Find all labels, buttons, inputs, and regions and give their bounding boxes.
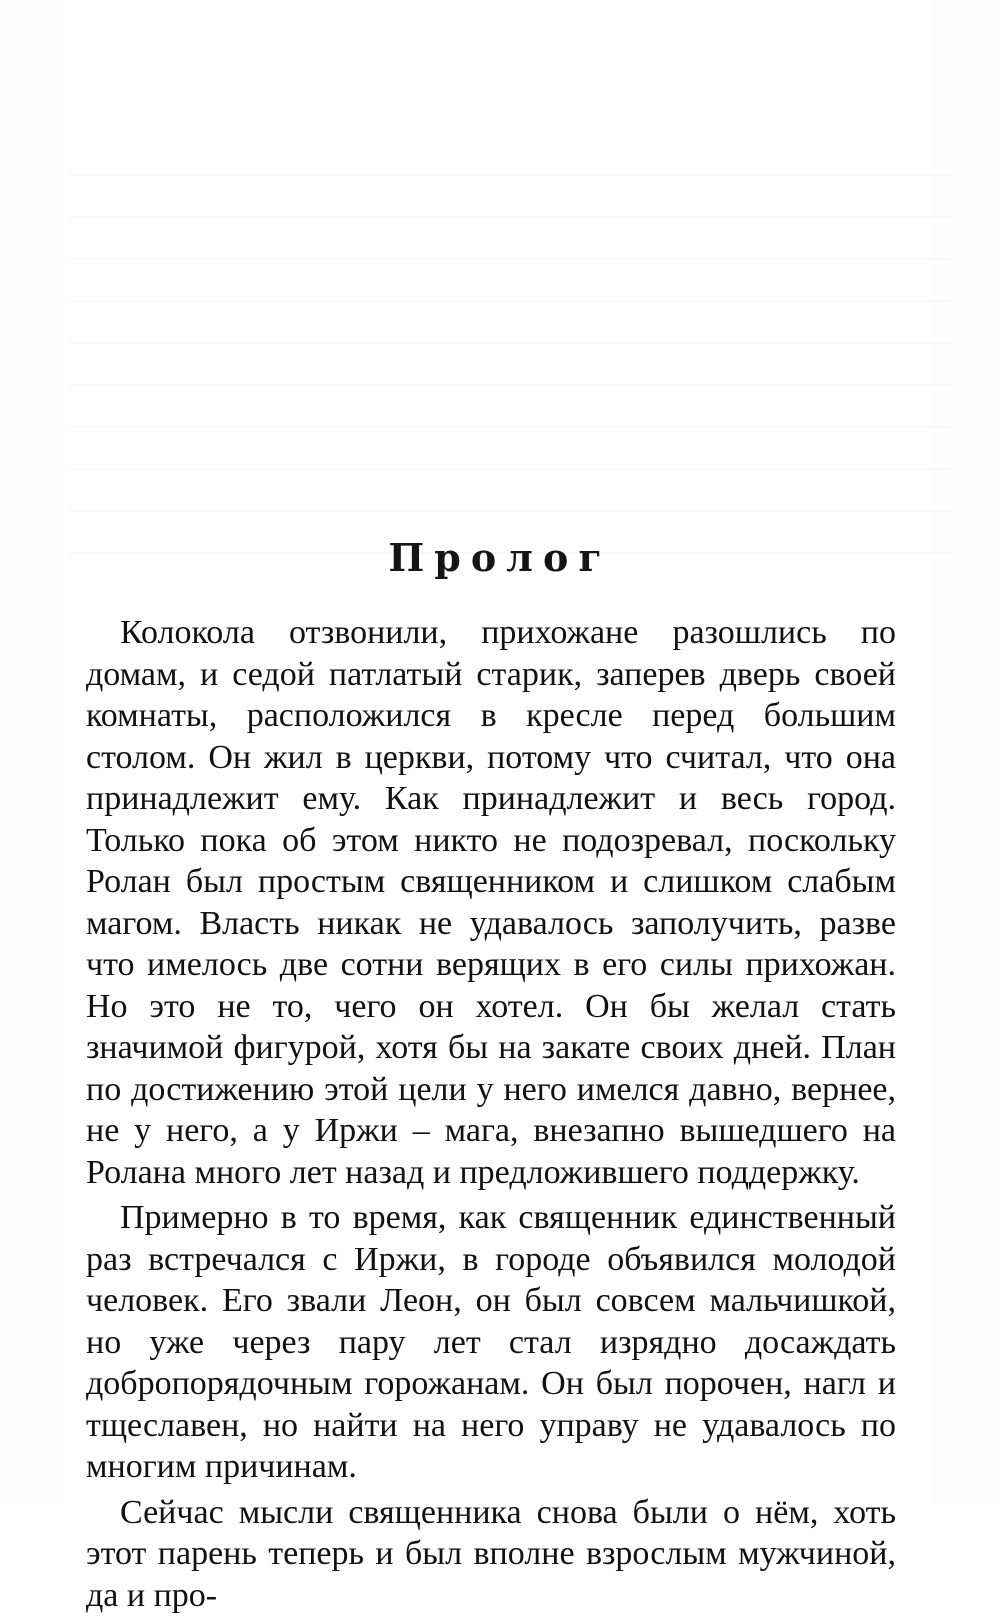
chapter-title: Пролог [388,535,612,580]
paragraph-1: Колокола отзвонили, прихожане разошлись по домам, и седой патлатый старик, заперев дверь своей комнаты, расположился в кресле перед большим столом. Он жил в церкви, потому что считал, что она принадлежит ему. Как принадлежит и весь город. Только пока об этом никто не подозревал, поскольку Ролан был простым священником и слишком слабым магом. Власть никак не удавалось заполучить, разве что имелось две сотни верящих в его силы прихожан. Но это не то, чего он хотел. Он бы желал стать значимой фигурой, хотя бы на закате своих дней. План по достижению этой цели у него имелся давно, вернее, не у него, а у Иржи – мага, внезапно вышедшего на Ролана много лет назад и предложившего поддержку. [86,614,896,1191]
reverse-page-show-through [70,150,950,590]
paragraph-3: Сейчас мысли священника снова были о нём, хоть этот парень теперь и был вполне взрослым мужчиной, да и про- [86,1493,896,1614]
chapter-text [86,612,896,1620]
paragraph-2: Примерно в то время, как священник единственный раз встречался с Иржи, в городе объявился молодой человек. Его звали Леон, он был совсем мальчишкой, но уже через пару лет стал изрядно досаждать добропорядочным горожанам. Он был порочен, нагл и тщеславен, но найти на него управу не удавалось по многим причинам. [86,1199,896,1485]
